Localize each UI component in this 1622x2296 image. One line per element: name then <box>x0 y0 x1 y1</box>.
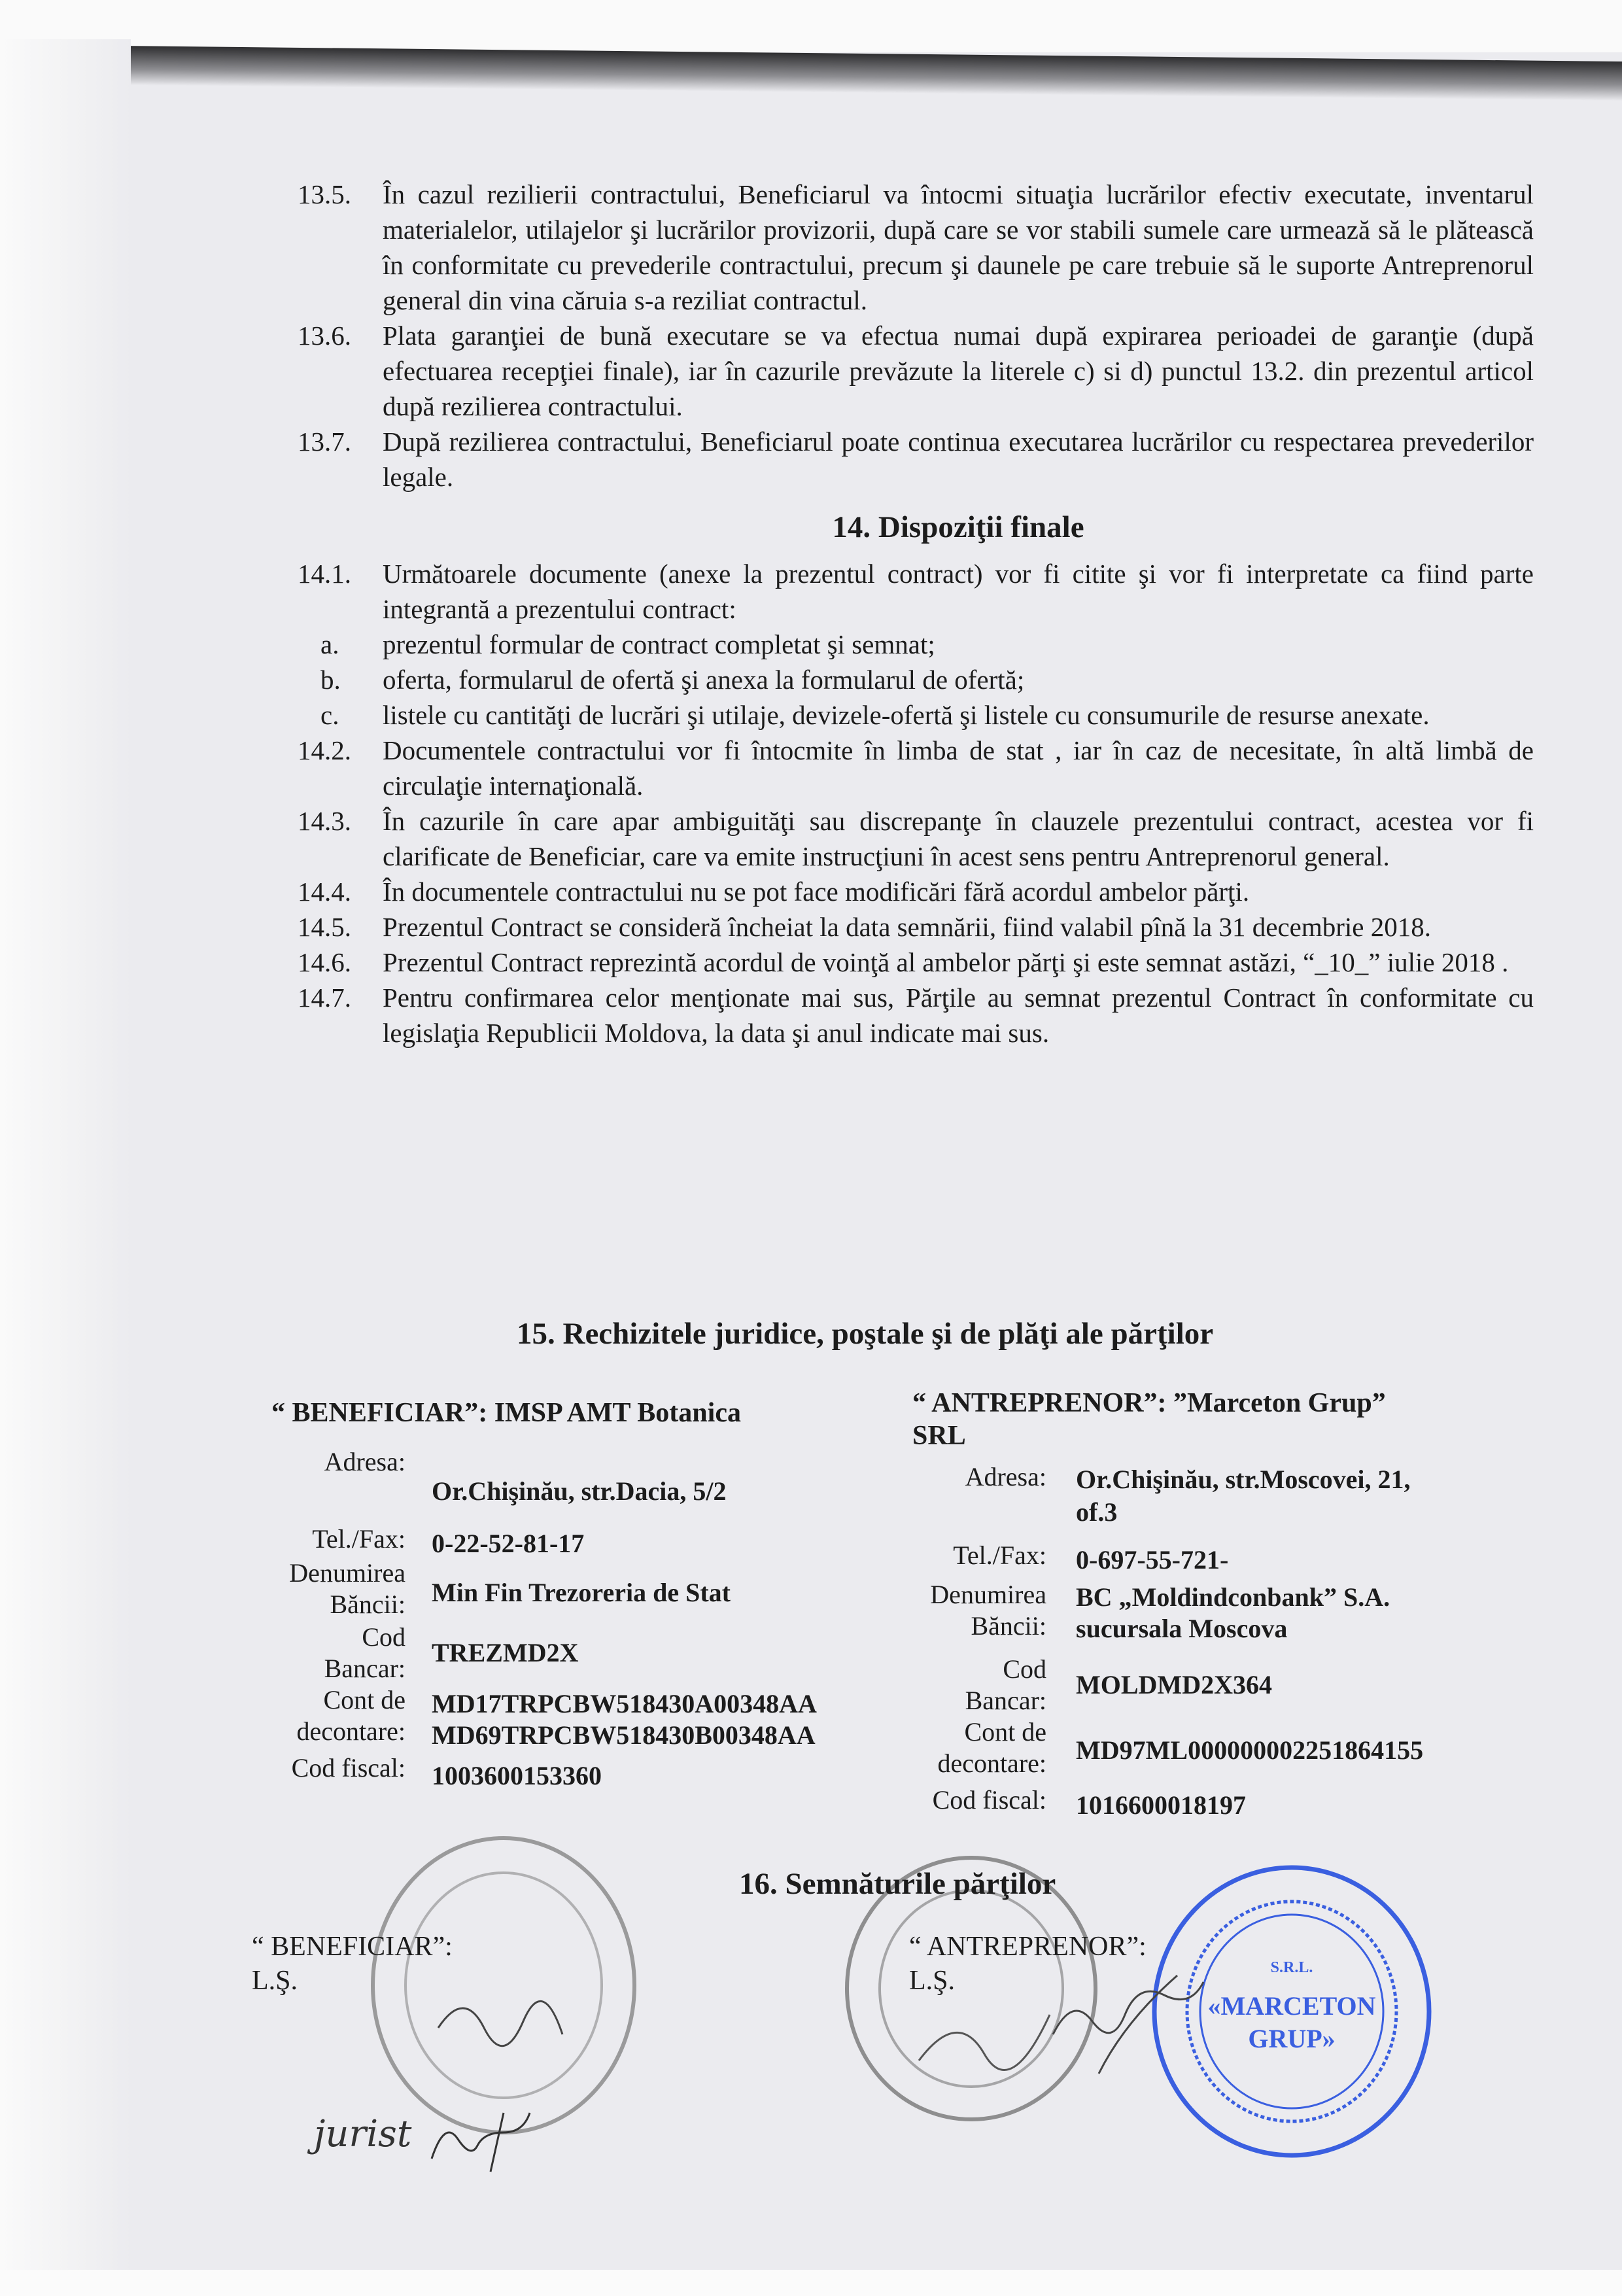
clause-number: 13.7. <box>298 426 351 457</box>
clause-number: 14.5. <box>298 912 351 942</box>
label-bank-2: Băncii: <box>330 1590 406 1619</box>
clause-text: În cazurile în care apar ambiguităţi sau discrepanţe în clauzele prezentului contract, acestea vor fi clarificate de Beneficiar, care va emite instrucţiuni în acest sens pentru Antreprenorul general. <box>383 806 1534 871</box>
ls-label: L.Ş. <box>909 1966 956 1996</box>
label-address: Adresa: <box>965 1462 1046 1491</box>
clause-text: După rezilierea contractului, Beneficiarul poate continua executarea lucrărilor cu respectarea prevederilor legale. <box>383 426 1534 492</box>
clause-text: listele cu cantităţi de lucrări şi utilaje, devizele-ofertă şi listele cu consumurile de resurse anexate. <box>383 700 1430 730</box>
stamp-text: «MARCETON <box>1207 1991 1376 2021</box>
clause-number: b. <box>320 665 341 695</box>
antreprenor-bank-code: MOLDMD2X364 <box>1076 1670 1272 1699</box>
antreprenor-signature <box>1046 1956 1216 2087</box>
clause-number: 14.7. <box>298 983 351 1013</box>
clause-13-7 <box>298 424 1534 495</box>
clause-number: 14.3. <box>298 806 351 836</box>
label-account-1: Cont de <box>964 1717 1046 1747</box>
antreprenor-address: Or.Chişinău, str.Moscovei, 21, <box>1076 1465 1411 1494</box>
clause-text: Prezentul Contract reprezintă acordul de voinţă al ambelor părţi şi este semnat astăzi, “_10_” iulie 2018 . <box>383 947 1509 977</box>
clause-number: 14.1. <box>298 559 351 589</box>
clause-14-6 <box>298 945 1534 980</box>
clause-number: 14.4. <box>298 877 351 907</box>
clause-text: Plata garanţiei de bună executare se va efectua numai după expirarea perioadei de garanţie (după efectuarea recepţiei finale), iar în cazurile prevăzute la literele c) si d) punctul 13.2. din prezentul articol după rezilierea contractului. <box>383 321 1534 421</box>
section-16-title: 16. Semnăturile părţilor <box>739 1867 1056 1901</box>
beneficiar-address: Or.Chişinău, str.Dacia, 5/2 <box>432 1476 727 1506</box>
antreprenor-bank: BC „Moldindconbank” S.A. <box>1076 1582 1390 1612</box>
beneficiar-bank: Min Fin Trezoreria de Stat <box>432 1578 731 1607</box>
ls-label: L.Ş. <box>252 1966 298 1996</box>
antreprenor-address-office: of.3 <box>1076 1497 1118 1527</box>
clause-text: Prezentul Contract se consideră încheiat la data semnării, fiind valabil pînă la 31 decembrie 2018. <box>383 912 1431 942</box>
clause-14-1-a <box>320 627 1534 662</box>
clause-14-4 <box>298 874 1534 909</box>
clause-number: 14.6. <box>298 947 351 977</box>
beneficiar-bank-code: TREZMD2X <box>432 1638 579 1667</box>
label-account-1: Cont de <box>323 1685 406 1714</box>
clause-14-7 <box>298 980 1534 1051</box>
clause-number: 13.5. <box>298 179 351 209</box>
stamp-text: S.R.L. <box>1270 1959 1313 1976</box>
antreprenor-heading: “ ANTREPRENOR”: ”Marceton Grup” <box>912 1388 1386 1418</box>
section-14-title: 14. Dispoziţii finale <box>832 510 1084 544</box>
clause-text: În documentele contractului nu se pot face modificări fără acordul ambelor părţi. <box>383 877 1250 907</box>
label-account-2: decontare: <box>296 1716 406 1746</box>
beneficiar-account-2: MD69TRPCBW518430B00348AA <box>432 1720 816 1750</box>
beneficiar-account-1: MD17TRPCBW518430A00348AA <box>432 1689 817 1718</box>
clause-14-1-c <box>320 697 1534 733</box>
antreprenor-label: “ ANTREPRENOR”: <box>909 1932 1147 1962</box>
antreprenor-heading-srl: SRL <box>912 1421 966 1451</box>
jurist-signature <box>425 2100 543 2178</box>
clause-text: prezentul formular de contract completat şi semnat; <box>383 629 935 659</box>
jurist-note: jurist <box>314 2113 412 2155</box>
label-tel: Tel./Fax: <box>312 1524 406 1554</box>
clause-14-2 <box>298 733 1534 803</box>
beneficiar-heading: “ BENEFICIAR”: IMSP AMT Botanica <box>271 1398 741 1428</box>
beneficiar-tel: 0-22-52-81-17 <box>432 1529 585 1558</box>
clause-14-5 <box>298 909 1534 945</box>
clause-number: 13.6. <box>298 321 351 351</box>
stamp-text: GRUP» <box>1248 2024 1336 2053</box>
label-bank-code-2: Bancar: <box>965 1686 1046 1715</box>
label-fiscal-code: Cod fiscal: <box>291 1753 406 1783</box>
label-fiscal-code: Cod fiscal: <box>932 1785 1046 1815</box>
clause-text: Următoarele documente (anexe la prezentul contract) vor fi citite şi vor fi interpretate ca fiind parte integrantă a prezentului contract: <box>383 559 1534 624</box>
clause-14-1-b <box>320 662 1534 697</box>
beneficiar-signature-label <box>252 1930 453 1998</box>
section-15-title: 15. Rechizitele juridice, poştale şi de plăţi ale părţilor <box>517 1317 1214 1351</box>
antreprenor-account: MD97ML000000002251864155 <box>1076 1735 1424 1765</box>
label-bank-1: Denumirea <box>289 1558 406 1588</box>
beneficiar-label: “ BENEFICIAR”: <box>252 1932 453 1962</box>
label-address: Adresa: <box>324 1447 406 1476</box>
antreprenor-requisites <box>889 1383 1544 1828</box>
beneficiar-requisites <box>249 1393 903 1799</box>
label-bank-code-1: Cod <box>1003 1654 1046 1684</box>
clause-number: a. <box>320 629 339 659</box>
label-bank-code-1: Cod <box>362 1622 406 1652</box>
clause-14-1 <box>298 556 1534 627</box>
clause-14-3 <box>298 803 1534 874</box>
contract-clauses <box>298 177 1534 1051</box>
clause-text: Documentele contractului vor fi întocmite în limba de stat , iar în caz de necesitate, în altă limbă de circulaţie internaţională. <box>383 735 1534 801</box>
label-bank-1: Denumirea <box>930 1580 1046 1609</box>
antreprenor-fiscal-code: 1016600018197 <box>1076 1790 1246 1820</box>
clause-number: 14.2. <box>298 735 351 765</box>
beneficiar-fiscal-code: 1003600153360 <box>432 1761 602 1790</box>
antreprenor-bank-branch: sucursala Moscova <box>1076 1614 1288 1643</box>
antreprenor-tel: 0-697-55-721- <box>1076 1545 1229 1574</box>
label-tel: Tel./Fax: <box>953 1540 1046 1570</box>
clause-13-6 <box>298 318 1534 424</box>
label-account-2: decontare: <box>937 1748 1046 1778</box>
clause-text: În cazul rezilierii contractului, Beneficiarul va întocmi situaţia lucrărilor efectiv executate, inventarul materialelor, utilajelor şi lucrărilor provizorii, după care se vor stabili sumele care urmează să le plătească în conformitate cu prevederile contractului, precum şi daunele pe care trebuie să le suporte Antreprenorul general din vina căruia s-a reziliat contractul. <box>383 179 1534 315</box>
label-bank-code-2: Bancar: <box>324 1654 406 1683</box>
clause-text: Pentru confirmarea celor menţionate mai sus, Părţile au semnat prezentul Contract în conformitate cu legislaţia Republicii Moldova, la data şi anul indicate mai sus. <box>383 983 1534 1048</box>
clause-text: oferta, formularul de ofertă şi anexa la formularul de ofertă; <box>383 665 1025 695</box>
clause-13-5 <box>298 177 1534 318</box>
label-bank-2: Băncii: <box>971 1611 1046 1641</box>
clause-number: c. <box>320 700 339 730</box>
